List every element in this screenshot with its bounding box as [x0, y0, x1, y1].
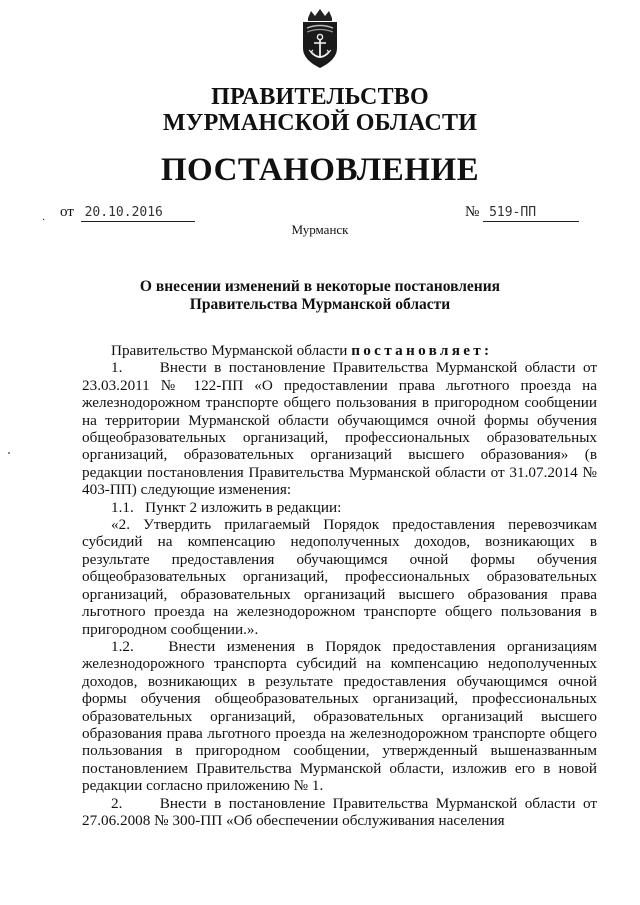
- document-type-title: ПОСТАНОВЛЕНИЕ: [160, 152, 480, 188]
- intro-text: Правительство Мурманской области: [111, 342, 352, 359]
- paragraph-2: 2. Внести в постановление Правительства Мурманской области от 27.06.2008 № 300-ПП «Об обеспечении обслуживания населения: [82, 794, 597, 829]
- date-value: 20.10.2016: [81, 205, 195, 222]
- document-date: [60, 202, 195, 222]
- intro-paragraph: [82, 342, 597, 359]
- document-body: [82, 342, 597, 829]
- coat-of-arms-icon: [297, 8, 343, 70]
- paragraph-1-2: 1.2. Внести изменения в Порядок предоставления организациям железнодорожного транспорта субсидий на компенсацию недополученных доходов, возникающих в результате предоставления обучающимся очной формы обучения общеобразовательных организаций, профессиональных образовательных организаций, образовательных организаций высшего образования права льготного проезда на железнодорожном транспорте общего пользования в пригородном сообщении, утвержденный вышеназванным постановлением Правительства Мурманской области, изложив его в новой редакции согласно приложению № 1.: [82, 637, 597, 795]
- document-number: [465, 202, 579, 222]
- margin-mark: ·: [42, 215, 46, 226]
- document-subject: [0, 278, 640, 314]
- subject-line2: Правительства Мурманской области: [189, 296, 451, 313]
- city-name: Мурманск: [291, 222, 349, 237]
- number-value: 519-ПП: [483, 205, 579, 222]
- margin-dot: [8, 452, 10, 454]
- organization-name-line2: МУРМАНСКОЙ ОБЛАСТИ: [162, 110, 478, 136]
- organization-name-line1: ПРАВИТЕЛЬСТВО: [211, 84, 429, 110]
- paragraph-1-1-quote: «2. Утвердить прилагаемый Порядок предоставления перевозчикам субсидий на компенсацию недополученных доходов, возникающих в результате предоставления обучающимся очной формы обучения общеобразовательных организаций, профессиональных образовательных организаций, образовательных организаций высшего образования права льготного проезда на железнодорожном транспорте общего пользования в пригородном сообщении.».: [82, 516, 597, 638]
- number-prefix: №: [465, 204, 480, 220]
- subject-line1: О внесении изменений в некоторые постановления: [139, 278, 501, 295]
- paragraph-1-1: 1.1. Пункт 2 изложить в редакции:: [111, 498, 342, 516]
- date-prefix: от: [60, 204, 74, 220]
- paragraph-1: 1. Внести в постановление Правительства Мурманской области от 23.03.2011 № 122-ПП «О предоставлении права льготного проезда на железнодорожном транспорте общего пользования в пригородном сообщении на территории Мурманской области обучающимся очной формы обучения общеобразовательных организаций, профессиональных образовательных организаций, образовательных организаций высшего образования» (в редакции постановления Правительства Мурманской области от 31.07.2014 № 403-ПП) следующие изменения:: [82, 359, 597, 499]
- intro-spaced-word: постановляет:: [351, 342, 493, 359]
